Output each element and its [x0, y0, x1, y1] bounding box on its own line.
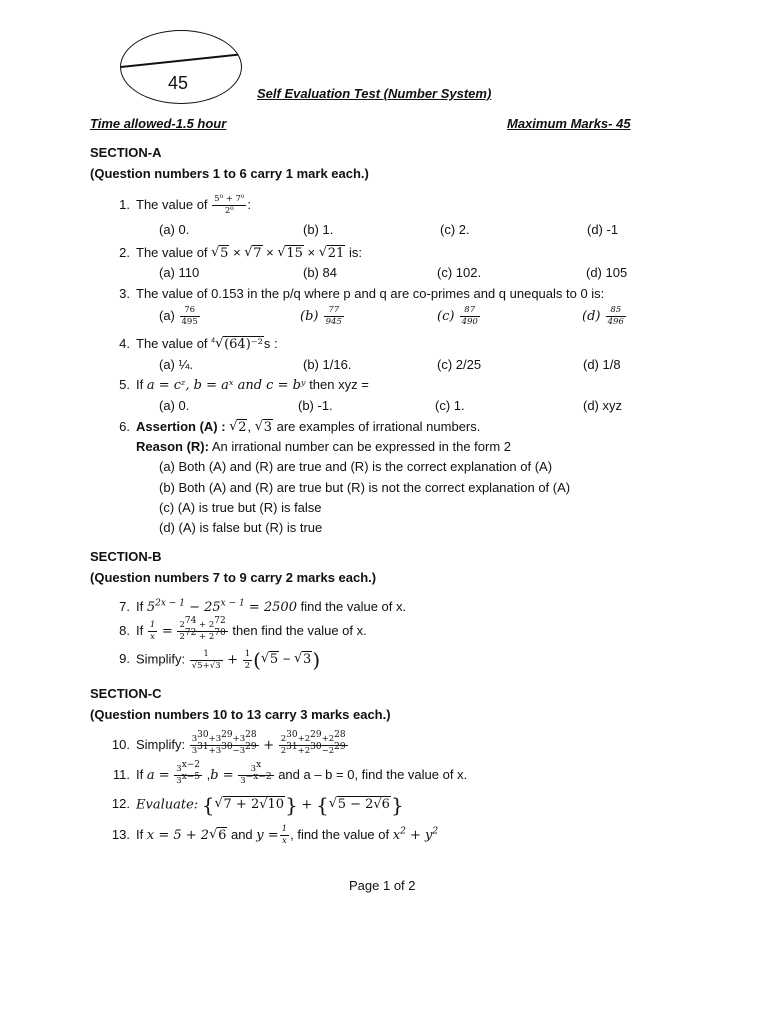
q3-option-a: (a) $\frac{76}{495}$: [159, 305, 198, 327]
q4-option-d: (d) 1/8: [583, 357, 621, 372]
question-7: 7. If $5^{2x - 1} - 25^{x - 1} = 2500$ find the value of x.: [119, 598, 407, 615]
q6-option-b: (b) Both (A) and (R) are true but (R) is not the correct explanation of (A): [159, 480, 571, 495]
q3-option-c: (c) $\frac{87}{490}$: [437, 305, 478, 327]
question-11: 11. If a = $\frac{3^{x-2}}{3^{x-5}}$ ,b = $\frac{3^x}{3^{-x-2}}$ and a – b = 0, find the value of x.: [112, 760, 468, 786]
section-a-note: (Question numbers 1 to 6 carry 1 mark each.): [90, 166, 369, 181]
q5-option-b: (b) -1.: [298, 398, 333, 413]
q6-option-a: (a) Both (A) and (R) are true and (R) is the correct explanation of (A): [159, 459, 553, 474]
question-12: 12. Evaluate: {√ 7 + 2√10} + {√ 5 − 2√6}: [108, 793, 404, 817]
question-5: 5. If a = cᶻ, b = aˣ and c = bʸ then xyz =: [119, 377, 369, 393]
q2-option-c: (c) 102.: [437, 265, 482, 280]
question-1: 1. The value of $\frac{\text{5⁰ + 7⁰}}{\text{2⁰}}$ :: [119, 194, 251, 216]
q6-option-d: (d) (A) is false but (R) is true: [159, 520, 323, 535]
q5-option-c: (c) 1.: [435, 398, 465, 413]
question-10: 10. Simplify: $\frac{3^{30}+3^{29}+3^{28}}{3^{31}+3^{30}-3^{29}}$ + $\frac{2^{30}+2^{29}+2^{28}}{2^{31}+2^{30}-2^{29}}$: [111, 730, 346, 756]
q1-option-b: (b) 1.: [303, 222, 334, 237]
question-6-reason: Reason (R): An irrational number can be expressed in the form 2: [136, 439, 512, 454]
q3-option-b: (b) $\frac{77}{945}$: [300, 305, 342, 327]
q2-option-d: (d) 105: [586, 265, 628, 280]
section-c-title: SECTION-C: [90, 686, 162, 701]
section-c-note: (Question numbers 10 to 13 carry 3 marks each.): [90, 707, 391, 722]
q1-option-c: (c) 2.: [440, 222, 470, 237]
q4-option-b: (b) 1/16.: [303, 357, 352, 372]
question-6-assertion: 6. Assertion (A) : √ 2, √ 3 are examples of irrational numbers.: [108, 419, 480, 435]
question-2: 2. The value of √ 5 × √ 7 × √ 15 × √ 21 is:: [108, 245, 362, 261]
q5-option-d: (d) xyz: [583, 398, 622, 413]
section-b-note: (Question numbers 7 to 9 carry 2 marks each.): [90, 570, 377, 585]
q5-option-a: (a) 0.: [159, 398, 190, 413]
q6-option-c: (c) (A) is true but (R) is false: [159, 500, 322, 515]
section-a-title: SECTION-A: [90, 145, 162, 160]
q2-option-b: (b) 84: [303, 265, 337, 280]
q4-option-c: (c) 2/25: [437, 357, 482, 372]
test-title: Self Evaluation Test (Number System): [257, 86, 492, 101]
question-3: 3. The value of 0.153 in the p/q where p and q are co-primes and q unequals to 0 is:: [119, 286, 605, 301]
question-13: 13. If x = 5 + 2√ 6 and y = $\frac{1}{x}$ , find the value of $x^2 + y^2$: [108, 824, 438, 847]
question-4: 4. The value of $^4$√ (64)⁻²s :: [108, 336, 278, 352]
time-allowed: Time allowed-1.5 hour: [90, 116, 227, 131]
q3-option-d: (d) $\frac{85}{496}$: [582, 305, 624, 327]
score-value: 45: [168, 73, 189, 93]
q1-option-d: (d) -1: [587, 222, 619, 237]
q1-option-a: (a) 0.: [159, 222, 190, 237]
q2-option-a: (a) 110: [159, 265, 200, 280]
maximum-marks: Maximum Marks- 45: [507, 116, 631, 131]
q4-option-a: (a) ¼.: [159, 357, 193, 372]
question-9: 9. Simplify: $\frac{1}{√5+√3}$ + $\frac{1}{2}$ (√ 5 − √ 3): [108, 648, 320, 672]
section-b-title: SECTION-B: [90, 549, 162, 564]
page-number: Page 1 of 2: [349, 878, 416, 893]
question-8: 8. If $\frac{1}{x}$ = $\frac{2^{74} + 2^{72}}{2^{72} + 2^{70}}$ then find the value of x.: [119, 616, 367, 642]
